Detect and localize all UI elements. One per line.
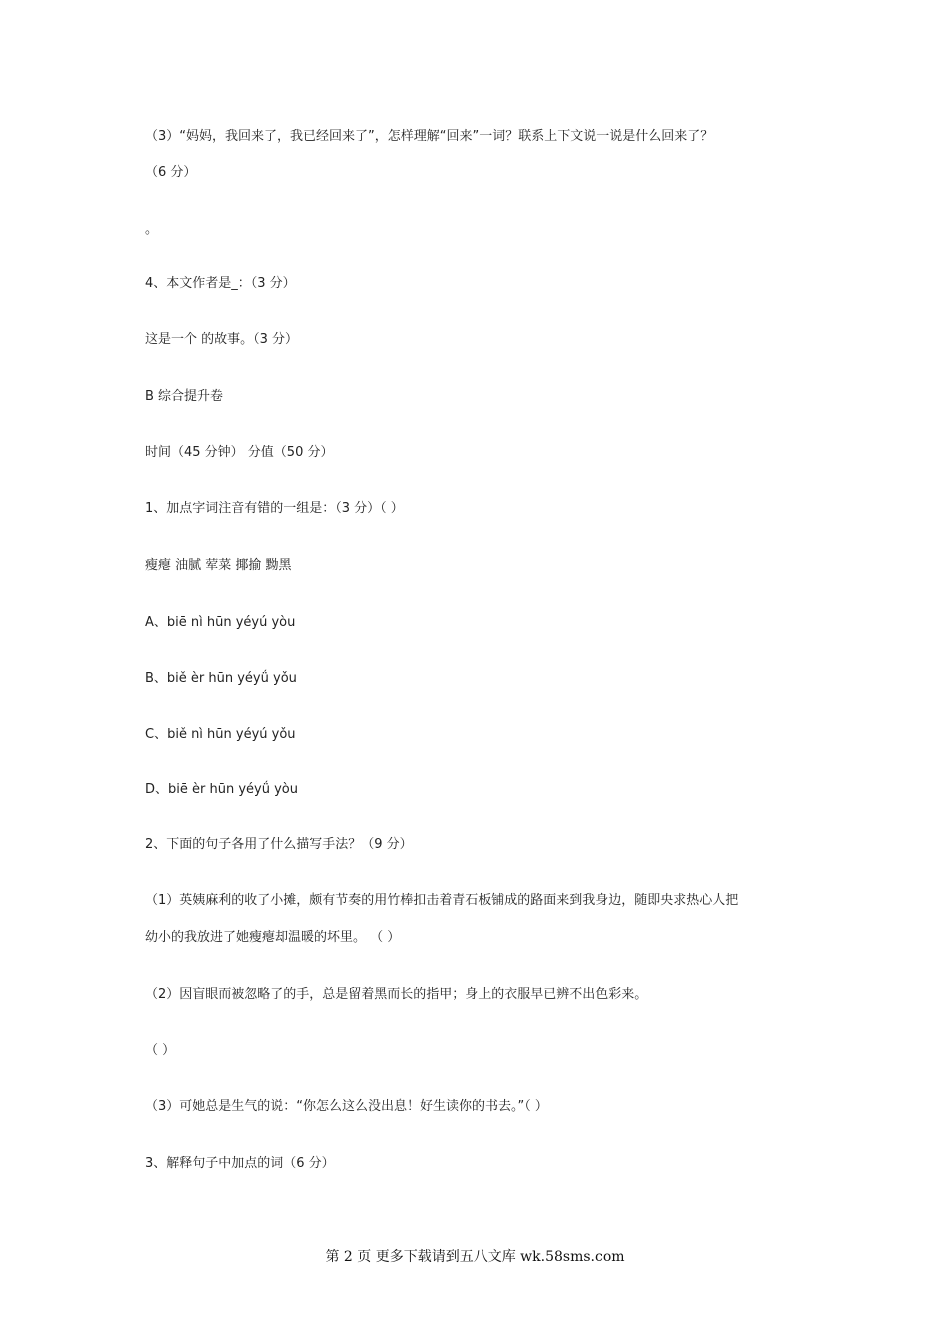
b-question-2-sentence-1: （1）英姨麻利的收了小摊，颇有节奏的用竹棒扣击着青石板铺成的路面来到我身边，随即央求热心人把	[145, 893, 739, 908]
page-footer: 第 2 页 更多下载请到五八文库 wk.58sms.com	[325, 1249, 625, 1265]
answer-blank-period: 。	[145, 222, 159, 237]
b-question-1: 1、加点字词注音有错的一组是：（3 分）（ ）	[145, 501, 404, 516]
b-question-2: 2、下面的句子各用了什么描写手法？（9 分）	[145, 837, 413, 852]
option-b: B、biě èr hūn yéyǘ yǒu	[145, 671, 297, 686]
question-4-author: 4、本文作者是_：（3 分）	[145, 276, 296, 291]
section-b-title: B 综合提升卷	[145, 389, 224, 404]
b-question-2-sentence-2: （2）因盲眼而被忽略了的手，总是留着黑而长的指甲；身上的衣服早已辨不出色彩来。	[145, 987, 648, 1002]
option-c: C、biě nì hūn yéyú yǒu	[145, 727, 296, 742]
option-a: A、biē nì hūn yéyú yòu	[145, 615, 296, 630]
option-d: D、biē èr hūn yéyǘ yòu	[145, 782, 298, 797]
b-question-2-sentence-3: （3）可她总是生气的说：“你怎么这么没出息！好生读你的书去。”（ ）	[145, 1099, 548, 1114]
b-question-1-words: 瘦瘪 油腻 荤菜 揶揄 黝黑	[145, 558, 292, 573]
section-b-time-score: 时间（45 分钟） 分值（50 分）	[145, 445, 334, 460]
b-question-2-sentence-1-cont: 幼小的我放进了她瘦瘪却温暖的坏里。 （ ）	[145, 930, 401, 945]
b-question-2-sentence-2-blank: （ ）	[145, 1043, 176, 1058]
question-3-score: （6 分）	[145, 165, 197, 180]
b-question-3: 3、解释句子中加点的词（6 分）	[145, 1156, 335, 1171]
question-3-text: （3）“妈妈，我回来了，我已经回来了”，怎样理解“回来”一词？联系上下文说一说是什么回来了？	[145, 129, 714, 144]
question-4-story: 这是一个 的故事。（3 分）	[145, 332, 299, 347]
